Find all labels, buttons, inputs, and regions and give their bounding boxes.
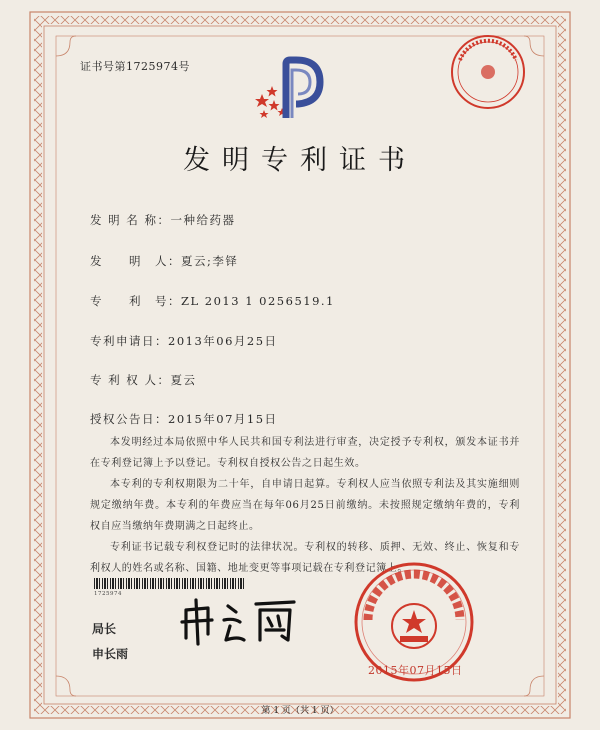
inventor-row	[90, 253, 238, 269]
patent-office-emblem-icon	[252, 56, 332, 122]
filing-date-label: 专利申请日：	[90, 334, 168, 348]
announcement-date-label: 授权公告日：	[90, 412, 168, 426]
body-paragraph-3: 专利证书记载专利权登记时的法律状况。专利权的转移、质押、无效、终止、恢复和专利权人的姓名或名称、国籍、地址变更等事项记载在专利登记簿上。	[90, 542, 520, 574]
inventor-value: 夏云;李铎	[181, 254, 239, 268]
page-footer: 第 1 页（共 1 页）	[261, 706, 339, 716]
barcode	[94, 578, 246, 589]
seal-date: 2015年07月15日	[368, 664, 463, 677]
patentee-value: 夏云	[170, 373, 197, 387]
page-title: 发明专利证书	[183, 145, 417, 176]
patent-number-value: ZL 2013 1 0256519.1	[181, 294, 335, 308]
announcement-date-row	[90, 411, 278, 427]
filing-date-row	[90, 333, 278, 349]
invention-name-label: 发 明 名 称：	[90, 213, 171, 227]
certificate-body	[90, 432, 520, 579]
barcode-number: 1725974	[94, 591, 122, 597]
inventor-label: 发 明 人：	[90, 254, 181, 268]
certificate-number: 证书号第1725974号	[80, 60, 190, 73]
patent-office-seal-small-icon	[446, 30, 530, 114]
director-signature	[178, 596, 302, 646]
director-title: 局长	[92, 622, 117, 636]
patentee-label: 专 利 权 人：	[90, 373, 171, 387]
patentee-row	[90, 372, 196, 388]
patent-number-label: 专 利 号：	[90, 294, 181, 308]
director-name: 申长雨	[92, 647, 129, 661]
invention-name-row	[90, 212, 235, 228]
announcement-date-value: 2015年07月15日	[168, 412, 278, 426]
body-paragraph-2: 本专利的专利权期限为二十年，自申请日起算。专利权人应当依照专利法及其实施细则规定缴纳年费。本专利的年费应当在每年06月25日前缴纳。未按照规定缴纳年费的，专利权自应当缴纳年费期满之日起终止。	[90, 479, 520, 532]
filing-date-value: 2013年06月25日	[168, 334, 278, 348]
patent-number-row	[90, 293, 335, 309]
body-paragraph-1: 本发明经过本局依照中华人民共和国专利法进行审查，决定授予专利权，颁发本证书并在专利登记簿上予以登记。专利权自授权公告之日起生效。	[90, 437, 520, 469]
invention-name-value: 一种给药器	[170, 213, 236, 227]
